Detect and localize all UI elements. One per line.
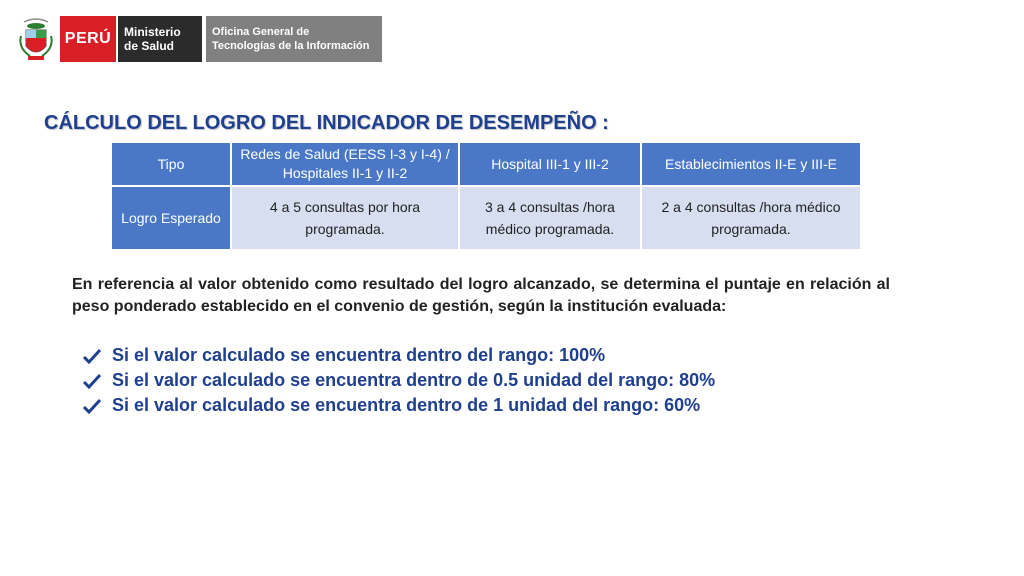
checkmark-icon <box>82 373 102 389</box>
table-row <box>112 187 860 249</box>
peru-logo <box>60 16 116 62</box>
table-header-cell: Tipo <box>112 143 230 185</box>
table-header-cell: Redes de Salud (EESS I-3 y I-4) / Hospitales II-1 y II-2 <box>232 143 458 185</box>
table-cell: 2 a 4 consultas /hora médico programada. <box>642 187 860 249</box>
office-logo <box>206 16 382 62</box>
page-title: CÁLCULO DEL LOGRO DEL INDICADOR DE DESEMPEÑO : <box>44 112 609 134</box>
ministry-line-2: de Salud <box>124 39 175 53</box>
checklist-text: Si el valor calculado se encuentra dentro de 0.5 unidad del rango: 80% <box>112 370 716 390</box>
table-cell: 4 a 5 consultas por hora programada. <box>232 187 458 249</box>
checkmark-icon <box>82 398 102 414</box>
coat-of-arms-icon <box>18 16 54 62</box>
checklist-text: Si el valor calculado se encuentra dentro de 1 unidad del rango: 60% <box>112 395 701 415</box>
score-checklist <box>82 343 715 418</box>
table-header-row <box>112 143 860 185</box>
office-line-2: Tecnologías de la Información <box>212 40 370 52</box>
checkmark-icon <box>82 348 102 364</box>
table-header-cell: Hospital III-1 y III-2 <box>460 143 640 185</box>
list-item <box>82 343 715 368</box>
ministry-line-1: Ministerio <box>124 25 181 39</box>
explanation-paragraph: En referencia al valor obtenido como resultado del logro alcanzado, se determina el puntaje en relación al peso ponderado establecido en el convenio de gestión, según la institución evaluada: <box>72 276 890 315</box>
list-item <box>82 393 715 418</box>
table-cell: 3 a 4 consultas /hora médico programada. <box>460 187 640 249</box>
office-line-1: Oficina General de <box>212 26 310 38</box>
row-label: Logro Esperado <box>112 187 230 249</box>
checklist-text: Si el valor calculado se encuentra dentro del rango: 100% <box>112 345 606 365</box>
peru-label: PERÚ <box>64 30 112 47</box>
table-header-cell: Establecimientos II-E y III-E <box>642 143 860 185</box>
list-item <box>82 368 715 393</box>
header-logos <box>18 14 382 64</box>
indicator-table <box>110 141 862 251</box>
ministry-logo <box>118 16 202 62</box>
